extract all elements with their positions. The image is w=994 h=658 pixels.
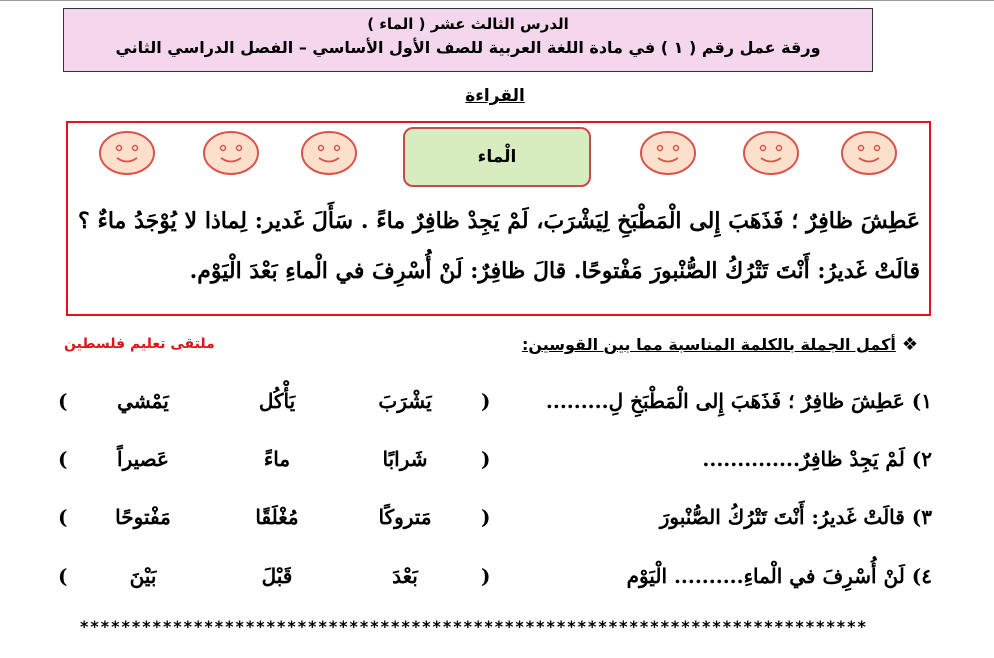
smiley-icon (840, 130, 898, 176)
question-row (0, 381, 994, 421)
option-word[interactable]: يَشْرَبَ (378, 389, 432, 413)
option-word[interactable]: مُغْلَقًا (255, 505, 299, 529)
worksheet-subtitle: ورقة عمل رقم ( ١ ) في مادة اللغة العربية للصف الأول الأساسي – الفصل الدراسي الثاني (115, 38, 821, 57)
question-row (0, 556, 994, 596)
paren-open: ) (481, 447, 491, 471)
option-word[interactable]: شَرابًا (382, 447, 428, 471)
smiley-icon (202, 130, 260, 176)
option-word[interactable]: مَتروكًا (378, 505, 432, 529)
paren-open: ) (481, 505, 491, 529)
story-title: الْماء (403, 127, 591, 187)
star-separator: **************************************************************************** (80, 617, 868, 636)
question-text: ١) عَطِشَ ظافِرٌ ؛ فَذَهَبَ إِلى الْمَطْبَخِ لِ......... (545, 389, 932, 413)
paren-close: ( (58, 505, 68, 529)
option-word[interactable]: مَفْتوحًا (115, 505, 171, 529)
question-text: ٤) لَنْ أُسْرِفَ في الْماءِ.......... الْيَوْم (626, 564, 932, 588)
lesson-title: الدرس الثالث عشر ( الماء ) (367, 15, 569, 33)
story-text: عَطِشَ ظافِرٌ ؛ فَذَهَبَ إِلى الْمَطْبَخِ لِيَشْرَبَ، لَمْ يَجِدْ ظافِرٌ ماءً . سَأَلَ غَدير: لِماذا لا يُوْجَدُ ماءٌ ؟ قالَتْ غَديرُ: أَنْتَ تَتْرُكُ الصُّنْبورَ مَفْتوحًا. قالَ ظافِرٌ: لَنْ أُسْرِفَ في الْماءِ بَعْدَ الْيَوْم. (78, 208, 920, 284)
paren-close: ( (58, 389, 68, 413)
smiley-icon (742, 130, 800, 176)
option-word[interactable]: بَعْدَ (392, 564, 418, 588)
smiley-icon (98, 130, 156, 176)
option-word[interactable]: عَصيراً (117, 447, 169, 471)
smiley-icon (639, 130, 697, 176)
option-word[interactable]: يَأْكُل (258, 389, 296, 413)
question-row (0, 439, 994, 479)
source-watermark: ملتقى تعليم فلسطين (64, 336, 215, 352)
exercise-instruction (522, 334, 918, 355)
option-word[interactable]: قَبْلَ (261, 564, 293, 588)
smiley-icon (300, 130, 358, 176)
question-row (0, 497, 994, 537)
option-word[interactable]: ماءً (263, 447, 291, 471)
question-text: ٣) قالَتْ غَديرُ: أَنْتَ تَتْرُكُ الصُّنْبورَ (659, 505, 932, 529)
paren-close: ( (58, 447, 68, 471)
option-word[interactable]: يَمْشي (117, 389, 169, 413)
paren-close: ( (58, 564, 68, 588)
paren-open: ) (481, 564, 491, 588)
option-word[interactable]: بَيْنَ (129, 564, 157, 588)
question-text: ٢) لَمْ يَجِدْ ظافِرٌ.............. (702, 447, 932, 471)
diamond-bullet-icon: ❖ (901, 334, 918, 355)
top-border (0, 0, 994, 1)
section-title: القراءة (465, 86, 525, 106)
worksheet-header (63, 8, 873, 72)
paren-open: ) (481, 389, 491, 413)
instruction-text: أكمل الجملة بالكلمة المناسبة مما بين القوسين: (521, 335, 896, 354)
